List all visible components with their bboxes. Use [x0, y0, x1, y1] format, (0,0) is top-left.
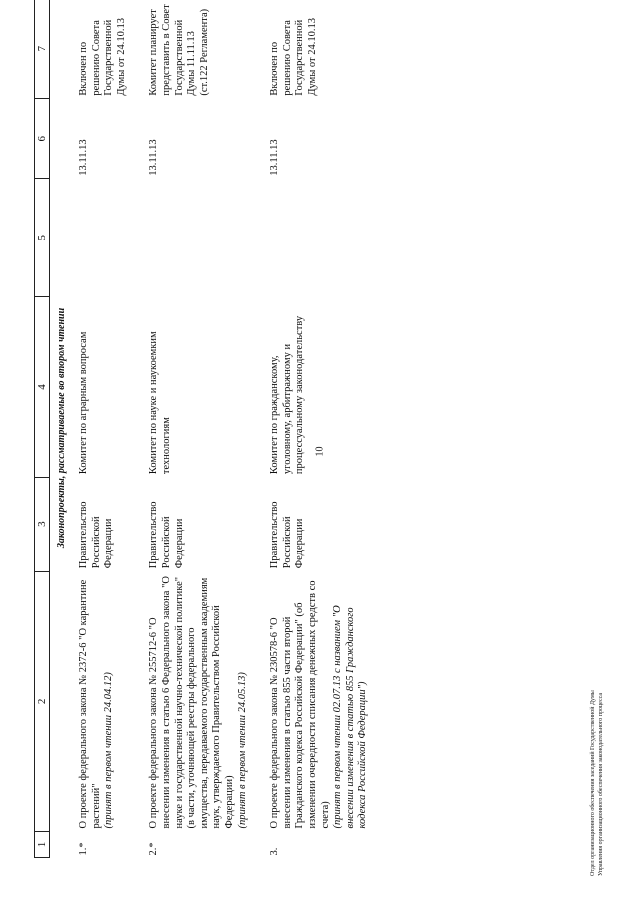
inclusion-status: Комитет планирует представить в Совет Государственной Думы 11.11.13 (ст.122 Регламента)	[148, 4, 210, 96]
bill-initiator: Правительство Российской Федерации	[269, 501, 306, 569]
bill-initiator: Правительство Российской Федерации	[148, 501, 185, 569]
col-header-6: 6	[35, 99, 50, 179]
agenda-table-wrap	[34, 0, 594, 858]
column-number-row	[35, 0, 50, 858]
bill-description	[146, 571, 267, 831]
section-title: Законопроекты, рассматриваемые во втором чтении	[56, 307, 67, 549]
bill-initiator: Правительство Российской Федерации	[78, 501, 115, 569]
column-5-cell	[146, 179, 267, 297]
row-number: 2.*	[148, 842, 160, 856]
bill-reading-note: (принят в первом чтении 24.05.13)	[236, 672, 248, 829]
responsible-committee: Комитет по науке и наукоемким технологиям	[148, 331, 172, 475]
consideration-date: 13.11.13	[148, 139, 160, 176]
page-number: 10	[314, 446, 326, 457]
table-row	[76, 0, 146, 858]
bill-text: О проекте федерального закона № 255712-6 "О внесении изменения в статью 6 Федерального закона "О науке и государственной научно-технической политике" (в части, уточняющей реестры федерального имущества, передаваемого государственным академиям наук, утверждаемого Правительством Российской Федерации)	[148, 576, 235, 829]
bill-reading-note: (принят в первом чтении 24.04.12)	[103, 672, 115, 829]
bill-description	[76, 571, 146, 831]
col-header-3: 3	[35, 477, 50, 571]
agenda-table	[34, 0, 388, 858]
consideration-date: 13.11.13	[269, 139, 281, 176]
bill-text: О проекте федерального закона № 230578-6 "О внесении изменения в статью 855 части второй Гражданского кодекса Российской Федерации" (об изменении очередности списания денежных средств со счета)	[269, 580, 331, 829]
col-header-1: 1	[35, 831, 50, 857]
col-header-4: 4	[35, 297, 50, 477]
bill-reading-note: (принят в первом чтении 02.07.13 с названием "О внесении изменения в статью 855 Гражданского кодекса Российской Федерации")	[332, 605, 369, 829]
col-header-7: 7	[35, 0, 50, 99]
responsible-committee: Комитет по гражданскому, уголовному, арбитражному и процессуальному законодательству	[269, 315, 306, 475]
col-header-2: 2	[35, 571, 50, 831]
row-number: 3.	[269, 847, 281, 856]
row-number: 1.*	[78, 842, 89, 856]
responsible-committee: Комитет по аграрным вопросам	[78, 331, 89, 475]
footer-line-1: Отдел организационного обеспечения заседаний Государственной Думы	[590, 690, 596, 876]
table-row	[267, 0, 388, 858]
col-header-5: 5	[35, 179, 50, 297]
consideration-date: 13.11.13	[78, 139, 89, 176]
column-5-cell	[76, 179, 146, 297]
inclusion-status: Включен по решению Совета Государственной Думы от 24.10.13	[269, 17, 318, 96]
column-5-cell	[267, 179, 388, 297]
bill-text: О проекте федерального закона № 2372-6 "О карантине растений"	[78, 579, 102, 829]
footer	[590, 456, 606, 876]
rotated-page	[0, 4, 604, 880]
inclusion-status: Включен по решению Совета Государственной Думы от 24.10.13	[78, 17, 127, 96]
bill-description	[267, 571, 388, 831]
table-row	[146, 0, 267, 858]
footer-line-2: Управления организационного обеспечения законодательного процесса	[597, 692, 604, 876]
